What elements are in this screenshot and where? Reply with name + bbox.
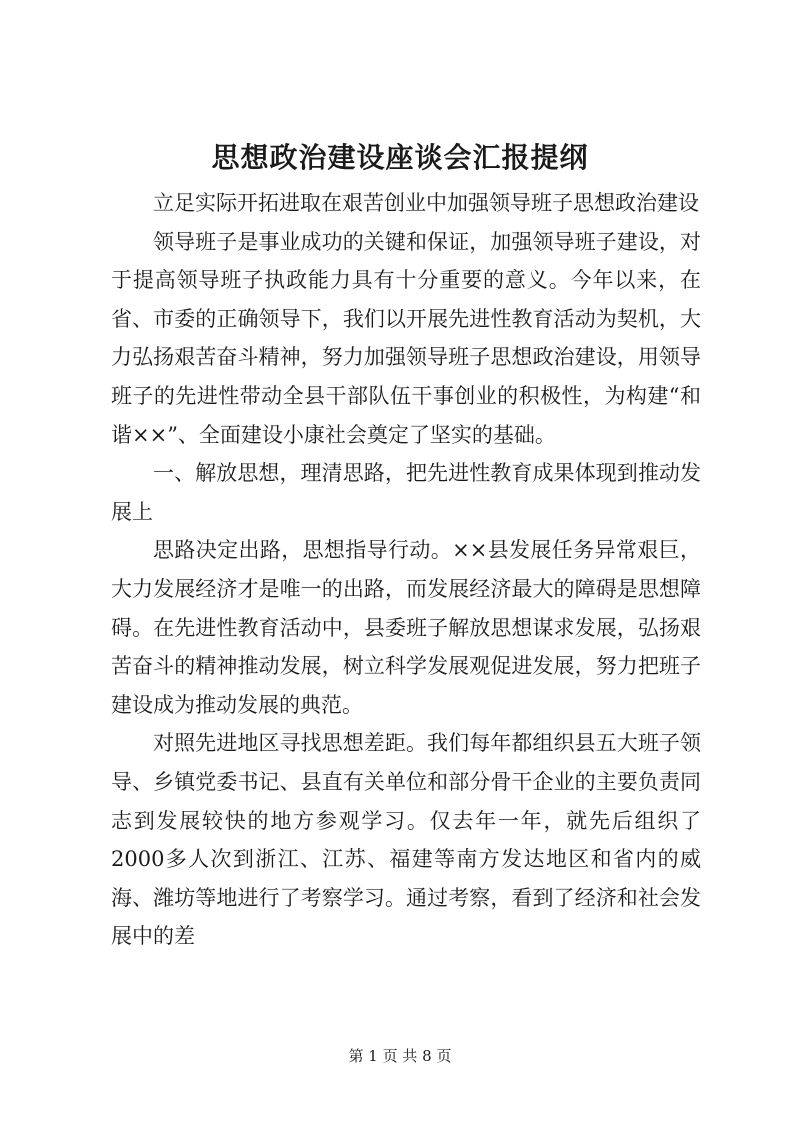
document-title: 思想政治建设座谈会汇报提纲 bbox=[211, 141, 589, 174]
paragraph-intro: 领导班子是事业成功的关键和保证，加强领导班子建设，对于提高领导班子执政能力具有十分重要的意义。今年以来，在省、市委的正确领导下，我们以开展先进性教育活动为契机，大力弘扬艰苦奋斗精神，努力加强领导班子思想政治建设，用领导班子的先进性带动全县干部队伍干事创业的积极性，为构建“和谐××”、全面建设小康社会奠定了坚实的基础。 bbox=[111, 229, 701, 447]
page-number-footer: 第 1 页 共 8 页 bbox=[348, 1047, 452, 1065]
paragraph-body: 思路决定出路，思想指导行动。××县发展任务异常艰巨，大力发展经济才是唯一的出路，而发展经济最大的障碍是思想障碍。在先进性教育活动中，县委班子解放思想谋求发展，弘扬艰苦奋斗的精神推动发展，树立科学发展观促进发展，努力把班子建设成为推动发展的典范。 bbox=[111, 538, 701, 717]
paragraph-subtitle: 立足实际开拓进取在艰苦创业中加强领导班子思想政治建设 bbox=[153, 191, 699, 215]
paragraph-body: 对照先进地区寻找思想差距。我们每年都组织县五大班子领导、乡镇党委书记、县直有关单位和部分骨干企业的主要负责同志到发展较快的地方参观学习。仅去年一年，就先后组织了2000多人次到浙江、江苏、福建等南方发达地区和省内的威海、潍坊等地进行了考察学习。通过考察，看到了经济和社会发展中的差 bbox=[111, 731, 701, 949]
document-body bbox=[111, 184, 701, 956]
paragraph-section-heading: 一、解放思想，理清思路，把先进性教育成果体现到推动发展上 bbox=[111, 461, 701, 524]
